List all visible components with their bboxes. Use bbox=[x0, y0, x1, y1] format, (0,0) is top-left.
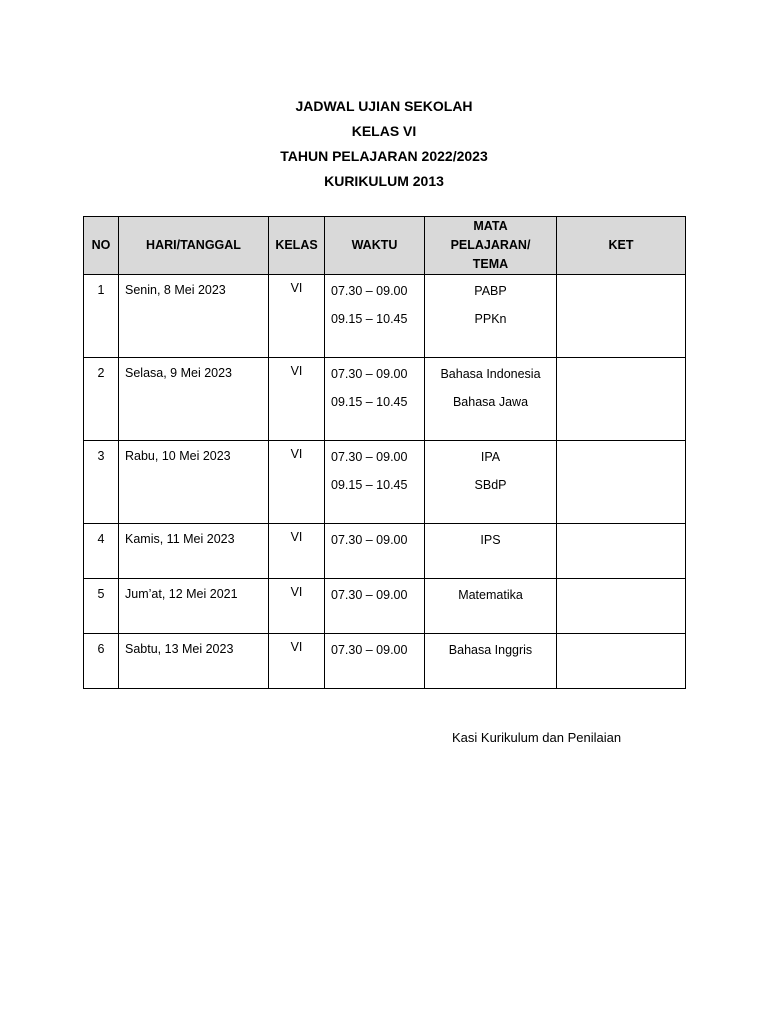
cell-mata-pelajaran bbox=[425, 275, 557, 358]
cell-kelas: VI bbox=[269, 634, 325, 689]
waktu-line: 09.15 – 10.45 bbox=[331, 312, 408, 326]
cell-waktu bbox=[325, 579, 425, 634]
table-row bbox=[84, 441, 686, 524]
cell-no: 1 bbox=[84, 275, 119, 358]
mapel-line: Bahasa Inggris bbox=[448, 643, 533, 657]
header-hari-tanggal: HARI/TANGGAL bbox=[119, 217, 269, 275]
cell-no: 6 bbox=[84, 634, 119, 689]
header-waktu: WAKTU bbox=[325, 217, 425, 275]
table-row bbox=[84, 634, 686, 689]
cell-hari-tanggal: Jum’at, 12 Mei 2021 bbox=[119, 579, 269, 634]
cell-mata-pelajaran bbox=[425, 524, 557, 579]
cell-ket bbox=[557, 634, 686, 689]
header-mapel-line-2: PELAJARAN/ bbox=[450, 238, 531, 252]
table-row bbox=[84, 579, 686, 634]
mapel-line: IPA bbox=[480, 450, 501, 464]
cell-hari-tanggal: Senin, 8 Mei 2023 bbox=[119, 275, 269, 358]
mapel-line: PPKn bbox=[474, 312, 507, 326]
title-line-4: KURIKULUM 2013 bbox=[324, 173, 444, 189]
header-kelas: KELAS bbox=[269, 217, 325, 275]
title-line-2: KELAS VI bbox=[351, 123, 417, 139]
cell-ket bbox=[557, 275, 686, 358]
cell-mata-pelajaran bbox=[425, 358, 557, 441]
cell-ket bbox=[557, 358, 686, 441]
table-header-row bbox=[84, 217, 686, 275]
mapel-line: PABP bbox=[474, 284, 507, 298]
cell-no: 4 bbox=[84, 524, 119, 579]
cell-ket bbox=[557, 579, 686, 634]
cell-kelas: VI bbox=[269, 579, 325, 634]
cell-hari-tanggal: Sabtu, 13 Mei 2023 bbox=[119, 634, 269, 689]
cell-waktu bbox=[325, 275, 425, 358]
mapel-line: IPS bbox=[480, 533, 501, 547]
cell-kelas: VI bbox=[269, 358, 325, 441]
header-mapel-line-1: MATA bbox=[473, 219, 508, 233]
cell-no: 5 bbox=[84, 579, 119, 634]
cell-hari-tanggal: Kamis, 11 Mei 2023 bbox=[119, 524, 269, 579]
waktu-line: 09.15 – 10.45 bbox=[331, 478, 408, 492]
waktu-line: 07.30 – 09.00 bbox=[331, 284, 408, 298]
cell-mata-pelajaran bbox=[425, 634, 557, 689]
table-row bbox=[84, 524, 686, 579]
mapel-line: Bahasa Jawa bbox=[452, 395, 529, 409]
waktu-line: 07.30 – 09.00 bbox=[331, 367, 408, 381]
mapel-line: Matematika bbox=[458, 588, 523, 602]
table-row bbox=[84, 275, 686, 358]
cell-mata-pelajaran bbox=[425, 441, 557, 524]
cell-mata-pelajaran bbox=[425, 579, 557, 634]
cell-hari-tanggal: Selasa, 9 Mei 2023 bbox=[119, 358, 269, 441]
header-mata-pelajaran bbox=[425, 217, 557, 275]
header-no: NO bbox=[84, 217, 119, 275]
waktu-line: 07.30 – 09.00 bbox=[331, 643, 408, 657]
waktu-line: 07.30 – 09.00 bbox=[331, 533, 408, 547]
cell-waktu bbox=[325, 358, 425, 441]
cell-ket bbox=[557, 524, 686, 579]
cell-kelas: VI bbox=[269, 441, 325, 524]
cell-waktu bbox=[325, 441, 425, 524]
cell-no: 3 bbox=[84, 441, 119, 524]
title-line-3: TAHUN PELAJARAN 2022/2023 bbox=[280, 148, 488, 164]
header-ket: KET bbox=[557, 217, 686, 275]
cell-waktu bbox=[325, 524, 425, 579]
waktu-line: 09.15 – 10.45 bbox=[331, 395, 408, 409]
cell-no: 2 bbox=[84, 358, 119, 441]
cell-waktu bbox=[325, 634, 425, 689]
signature-label: Kasi Kurikulum dan Penilaian bbox=[452, 730, 622, 745]
table-row bbox=[84, 358, 686, 441]
document-title bbox=[0, 94, 768, 194]
exam-schedule-table bbox=[83, 216, 686, 689]
waktu-line: 07.30 – 09.00 bbox=[331, 588, 408, 602]
waktu-line: 07.30 – 09.00 bbox=[331, 450, 408, 464]
cell-kelas: VI bbox=[269, 524, 325, 579]
mapel-line: Bahasa Indonesia bbox=[440, 367, 541, 381]
header-mapel-line-3: TEMA bbox=[472, 257, 509, 271]
title-line-1: JADWAL UJIAN SEKOLAH bbox=[295, 98, 473, 114]
mapel-line: SBdP bbox=[474, 478, 507, 492]
cell-kelas: VI bbox=[269, 275, 325, 358]
cell-ket bbox=[557, 441, 686, 524]
cell-hari-tanggal: Rabu, 10 Mei 2023 bbox=[119, 441, 269, 524]
